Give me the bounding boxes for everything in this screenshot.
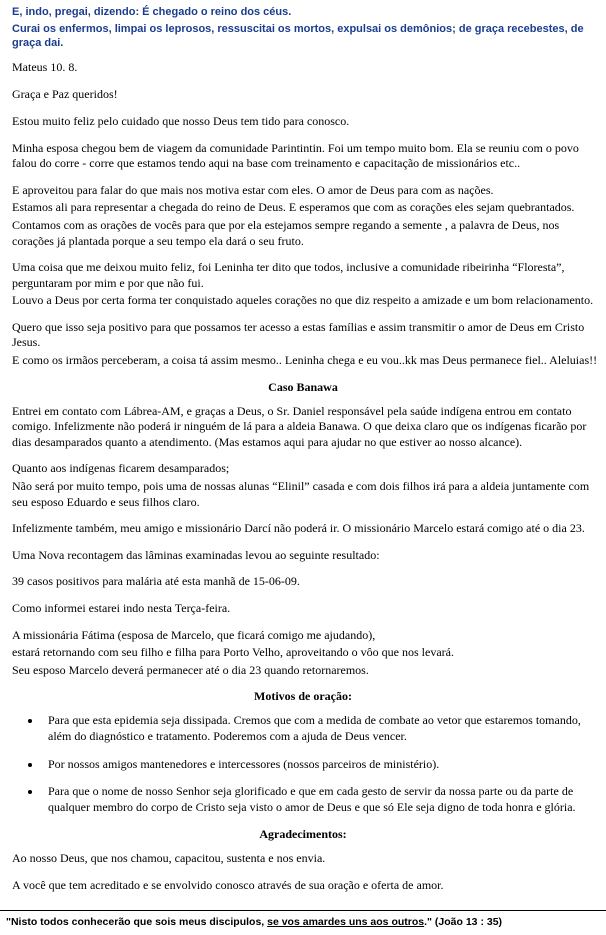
banawa-paragraph-3: Não será por muito tempo, pois uma de nossas alunas “Elinil” casada e com dois filhos irá para a aldeia juntamente com seu esposo Eduardo e seus filhos claro. [12, 479, 590, 509]
banawa-paragraph-8b: estará retornando com seu filho e filha para Porto Velho, aproveitando o vôo que nos levará. [12, 645, 454, 660]
paragraph-7: E como os irmãos perceberam, a coisa tá assim mesmo.. Leninha chega e eu vou..kk mas Deus permanece fiel.. Aleluias!! [12, 353, 598, 368]
footer-quote-part1: "Nisto todos conhecerão que sois meus discipulos, [6, 916, 268, 929]
greeting-paragraph: Graça e Paz queridos! [12, 87, 118, 102]
banawa-paragraph-7: Como informei estarei indo nesta Terça-feira. [12, 601, 231, 615]
scripture-header-line-1: E, indo, pregai, dizendo: É chegado o reino dos céus. [12, 6, 292, 18]
banawa-paragraph-1: Entrei em contato com Lábrea-AM, e graças a Deus, o Sr. Daniel responsável pela saúde indígena entrou em contato comigo. Infelizmente não poderá ir ninguém de lá para a aldeia Banawa. O que deixa claro que os indígenas ficarão por dias desamparados quanto a atendimento. (Mas estamos aqui para ajudar no que estiver ao nosso alcance). [12, 403, 587, 449]
banawa-section-title: Caso Banawa [268, 379, 338, 394]
footer-quote-emphasis: se vos amardes uns aos outros [267, 916, 425, 929]
paragraph-1: Estou muito feliz pelo cuidado que nosso Deus tem tido para conosco. [12, 113, 350, 128]
thanks-section-title: Agradecimentos: [259, 827, 347, 842]
list-item: • Por nossos amigos mantenedores e intercessores (nossos parceiros de ministério). [42, 757, 598, 773]
prayer-section-title: Motivos de oração: [254, 689, 352, 704]
scripture-header-line-2: Curai os enfermos, limpai os leprosos, ressuscitai os mortos, expulsai os demônios; de graça recebestes, de graça dai. [12, 22, 584, 50]
banawa-paragraph-4: Infelizmente também, meu amigo e missionário Darcí não poderá ir. O missionário Marcelo estará comigo até o dia 23. [12, 521, 585, 536]
thanks-paragraph-1: Ao nosso Deus, que nos chamou, capacitou, sustenta e nos envia. [12, 851, 326, 866]
footer-quote-part3: ." (João 13 : 35) [424, 916, 503, 929]
footer-quote [0, 910, 606, 934]
banawa-paragraph-5: Uma Nova recontagem das lâminas examinadas levou ao seguinte resultado: [12, 547, 380, 562]
list-item: • Para que esta epidemia seja dissipada. Cremos que com a medida de combate ao vetor que estaremos tomando, além do diagnóstico e tratamento. Poderemos com a ajuda de Deus vencer. [42, 713, 598, 744]
prayer-list [8, 713, 598, 815]
scripture-reference: Mateus 10. 8. [12, 60, 78, 75]
banawa-paragraph-6: 39 casos positivos para malária até esta manhã de 15-06-09. [12, 574, 300, 589]
list-item: • Para que o nome de nosso Senhor seja glorificado e que em cada gesto de servir da nossa parte ou da parte de qualquer membro do corpo de Cristo seja visto o amor de Deus e que só Ele seja digno de toda honra e glória. [42, 784, 598, 815]
paragraph-2: Minha esposa chegou bem de viagem da comunidade Parintintin. Foi um tempo muito bom. Ela se reuniu com o povo falou do corre - corre que estamos tendo aqui na base com treinamento e capacitação de missionários etc.. [12, 140, 579, 171]
banawa-paragraph-8a: A missionária Fátima (esposa de Marcelo, que ficará comigo me ajudando), [12, 627, 376, 642]
paragraph-6: Quero que isso seja positivo para que possamos ter acesso a estas famílias e assim transmitir o amor de Deus em Cristo Jesus. [12, 319, 585, 350]
banawa-paragraph-8c: Seu esposo Marcelo deverá permanecer até o dia 23 quando retornaremos. [12, 662, 369, 677]
paragraph-3a: E aproveitou para falar do que mais nos motiva estar com eles. O amor de Deus para com as nações. [12, 182, 494, 197]
banawa-paragraph-2: Quanto aos indígenas ficarem desamparados; [12, 461, 230, 476]
paragraph-3c: Contamos com as orações de vocês para que por ela estejamos sempre regando a semente , a palavra de Deus, nos corações já plantada porque a seu tempo ela dará o seu fruto. [12, 217, 560, 248]
thanks-paragraph-2: A você que tem acreditado e se envolvido conosco através de sua oração e oferta de amor. [12, 877, 444, 892]
paragraph-5: Louvo a Deus por certa forma ter conquistado aqueles corações no que diz respeito a amizade e um bom relacionamento. [12, 293, 594, 308]
paragraph-4: Uma coisa que me deixou muito feliz, foi Leninha ter dito que todos, inclusive a comunidade ribeirinha “Floresta”, perguntaram por mim e por que não fui. [12, 260, 565, 290]
paragraph-3b: Estamos ali para representar a chegada do reino de Deus. E esperamos que com as corações eles sejam quebrantados. [12, 200, 575, 215]
